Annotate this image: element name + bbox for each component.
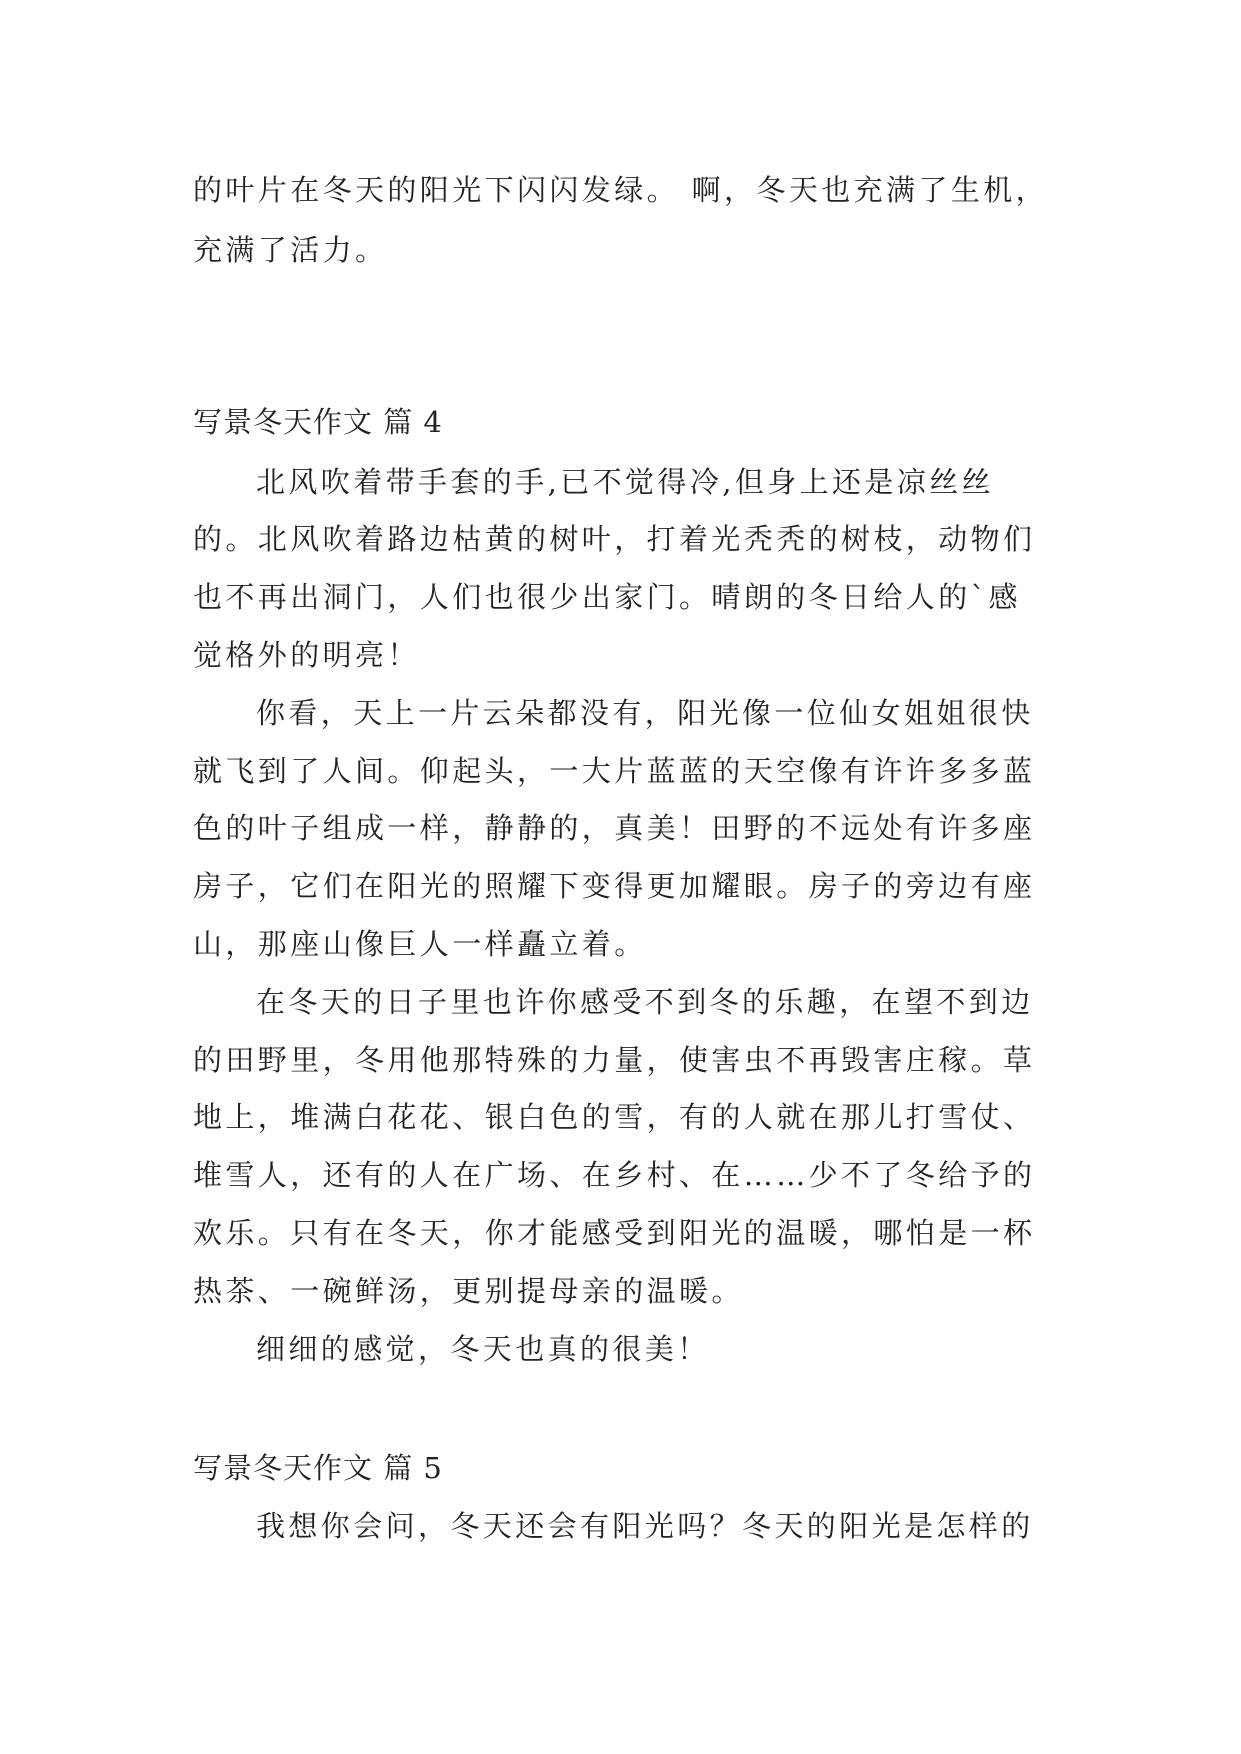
text-line: 充满了活力。 [193, 233, 388, 267]
text-line: 热茶、一碗鲜汤，更别提母亲的温暖。 [193, 1274, 744, 1308]
text-line: 的叶片在冬天的阳光下闪闪发绿。 啊，冬天也充满了生机， [193, 173, 1049, 207]
text-line: 细细的感觉，冬天也真的很美！ [256, 1332, 710, 1366]
text-line: 的。北风吹着路边枯黄的树叶，打着光秃秃的树枝，动物们 [193, 522, 1036, 556]
section-heading: 写景冬天作文 篇 5 [193, 1451, 443, 1485]
text-line: 欢乐。只有在冬天，你才能感受到阳光的温暖，哪怕是一杯 [193, 1216, 1036, 1250]
text-line: 你看，天上一片云朵都没有，阳光像一位仙女姐姐很快 [256, 696, 1034, 730]
text-line: 觉格外的明亮！ [193, 638, 420, 672]
text-line: 我想你会问，冬天还会有阳光吗？冬天的阳光是怎样的 [256, 1509, 1034, 1543]
text-line: 房子，它们在阳光的照耀下变得更加耀眼。房子的旁边有座 [193, 869, 1036, 903]
text-line: 就飞到了人间。仰起头，一大片蓝蓝的天空像有许许多多蓝 [193, 754, 1036, 788]
text-line: 在冬天的日子里也许你感受不到冬的乐趣，在望不到边 [256, 985, 1034, 1019]
section-heading: 写景冬天作文 篇 4 [193, 405, 443, 439]
text-line: 色的叶子组成一样，静静的，真美！田野的不远处有许多座 [193, 811, 1036, 845]
text-line: 也不再出洞门，人们也很少出家门。晴朗的冬日给人的`感 [193, 580, 1021, 614]
text-line: 地上，堆满白花花、银白色的雪，有的人就在那儿打雪仗、 [193, 1100, 1036, 1134]
text-line: 堆雪人，还有的人在广场、在乡村、在……少不了冬给予的 [193, 1158, 1036, 1192]
text-line: 山，那座山像巨人一样矗立着。 [193, 927, 647, 961]
text-line: 北风吹着带手套的手,已不觉得冷,但身上还是凉丝丝 [256, 465, 995, 499]
text-line: 的田野里，冬用他那特殊的力量，使害虫不再毁害庄稼。草 [193, 1043, 1036, 1077]
